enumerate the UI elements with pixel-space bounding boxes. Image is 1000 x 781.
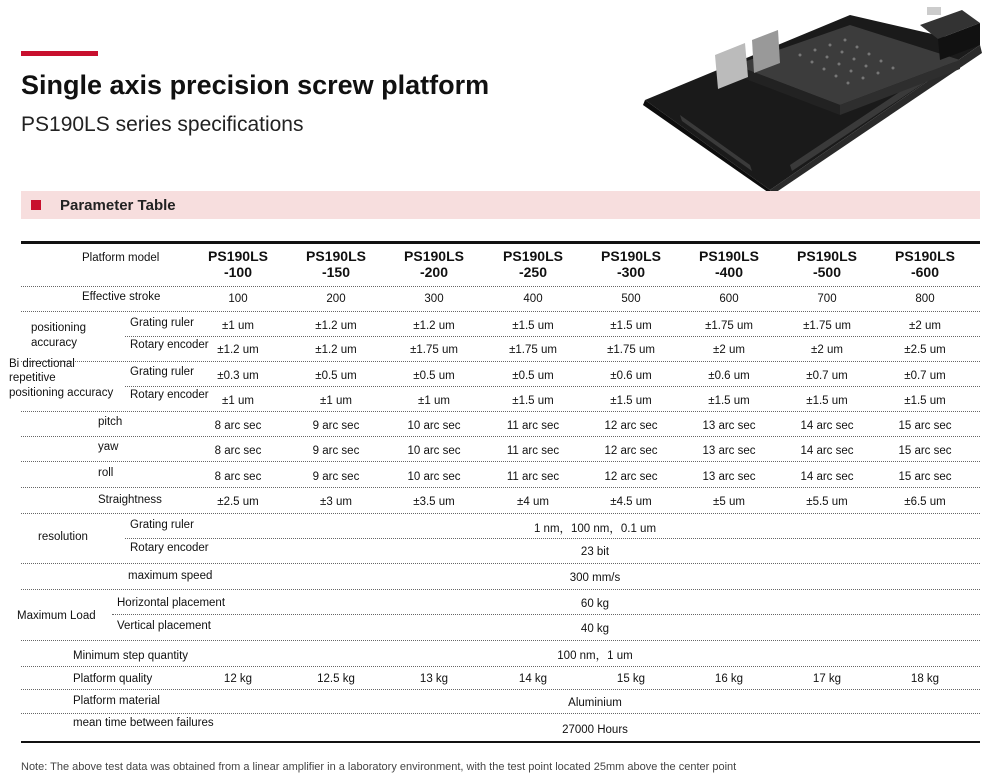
table-cell: 13 kg [419,673,449,685]
table-cell: 400 [523,293,543,305]
row-divider [21,461,980,462]
table-cell: 15 kg [616,673,646,685]
table-cell: ±2 um [909,320,941,332]
table-cell: 8 arc sec [214,471,262,483]
model-header: PS190LS -100 [208,248,268,280]
row-divider [21,411,980,412]
label-rotary-encoder: Rotary encoder [130,542,209,554]
table-cell: 14 kg [518,673,548,685]
label-straightness: Straightness [98,494,162,506]
row-divider [125,538,980,539]
table-cell: ±3 um [320,496,352,508]
table-cell: 500 [621,293,641,305]
table-cell: 10 arc sec [407,445,461,457]
label-minimum-step: Minimum step quantity [73,650,189,662]
table-cell: 600 [719,293,739,305]
table-cell: 13 arc sec [702,471,756,483]
label-horizontal-placement: Horizontal placement [117,597,226,609]
table-cell: ±1.2 um [315,344,357,356]
table-cell: ±1.5 um [610,395,652,407]
row-divider [21,689,980,690]
value-platform-material: Aluminium [568,697,622,709]
accent-bar [21,51,98,56]
footnote: Note: The above test data was obtained from a linear amplifier in a laboratory environment, with the test point located 25mm above the center point [21,761,737,773]
table-cell: 9 arc sec [312,420,360,432]
value-mtbf: 27000 Hours [562,724,628,736]
row-divider [21,436,980,437]
row-divider [21,666,980,667]
value-load-vertical: 40 kg [580,623,610,635]
table-cell: 15 arc sec [898,445,952,457]
table-cell: 13 arc sec [702,420,756,432]
table-cell: 17 kg [812,673,842,685]
table-cell: 11 arc sec [506,445,560,457]
row-divider [21,487,980,488]
table-cell: ±0.6 um [610,370,652,382]
product-image [640,5,985,195]
label-positioning: positioning [31,322,86,334]
table-cell: 8 arc sec [214,445,262,457]
table-cell: ±4.5 um [610,496,652,508]
table-cell: 12.5 kg [317,673,355,685]
table-cell: 700 [817,293,837,305]
table-cell: 10 arc sec [407,420,461,432]
label-rotary-encoder: Rotary encoder [130,389,209,401]
page-subtitle: PS190LS series specifications [21,113,304,136]
table-cell: 16 kg [714,673,744,685]
row-divider [125,386,980,387]
table-cell: ±0.6 um [708,370,750,382]
model-header: PS190LS -250 [503,248,563,280]
model-header: PS190LS -200 [404,248,464,280]
table-cell: ±1.5 um [512,320,554,332]
table-cell: ±1.2 um [217,344,259,356]
model-header: PS190LS -500 [797,248,857,280]
label-maximum-load: Maximum Load [17,610,96,622]
table-cell: ±0.7 um [904,370,946,382]
label-mtbf: mean time between failures [73,717,214,729]
label-repetitive: repetitive [9,372,56,384]
label-resolution: resolution [38,531,88,543]
table-cell: ±0.3 um [217,370,259,382]
table-cell: 12 arc sec [604,471,658,483]
label-positioning-accuracy: positioning accuracy [9,387,114,399]
row-divider [21,311,980,312]
table-cell: ±0.7 um [806,370,848,382]
table-cell: 10 arc sec [407,471,461,483]
table-cell: 9 arc sec [312,471,360,483]
label-rotary-encoder: Rotary encoder [130,339,209,351]
table-cell: ±1.75 um [803,320,851,332]
table-cell: 13 arc sec [702,445,756,457]
label-bi-directional: Bi directional [9,358,75,370]
row-divider [21,713,980,714]
table-cell: 300 [424,293,444,305]
table-cell: 11 arc sec [506,471,560,483]
label-vertical-placement: Vertical placement [117,620,211,632]
row-divider [21,589,980,590]
model-header: PS190LS -300 [601,248,661,280]
row-divider [21,286,980,287]
table-bottom-rule [21,741,980,743]
table-cell: ±1 um [222,395,254,407]
label-grating-ruler: Grating ruler [130,317,194,329]
table-cell: ±2.5 um [217,496,259,508]
label-platform-quality: Platform quality [73,673,153,685]
table-cell: 14 arc sec [800,445,854,457]
row-divider [21,361,980,362]
row-divider [21,513,980,514]
table-cell: ±2 um [811,344,843,356]
page-title: Single axis precision screw platform [21,70,490,100]
table-cell: ±2 um [713,344,745,356]
model-header: PS190LS -600 [895,248,955,280]
table-cell: ±1.75 um [410,344,458,356]
section-title: Parameter Table [60,197,176,214]
table-top-rule [21,241,980,244]
table-cell: ±0.5 um [512,370,554,382]
table-cell: ±0.5 um [413,370,455,382]
table-cell: ±1.2 um [413,320,455,332]
table-cell: ±5 um [713,496,745,508]
table-cell: ±5.5 um [806,496,848,508]
table-cell: ±1.75 um [607,344,655,356]
table-cell: ±1.2 um [315,320,357,332]
label-maximum-speed: maximum speed [128,570,213,582]
table-cell: ±4 um [517,496,549,508]
table-cell: 9 arc sec [312,445,360,457]
label-grating-ruler: Grating ruler [130,519,194,531]
model-header: PS190LS -150 [306,248,366,280]
value-resolution-grating: 1 nm，100 nm，0.1 um [533,523,657,535]
table-cell: 100 [228,293,248,305]
value-resolution-rotary: 23 bit [580,546,610,558]
table-cell: ±1.5 um [610,320,652,332]
table-cell: ±1.5 um [806,395,848,407]
table-cell: ±1 um [320,395,352,407]
table-cell: 18 kg [910,673,940,685]
table-cell: 12 kg [223,673,253,685]
label-effective-stroke: Effective stroke [82,291,161,303]
section-header [21,191,980,219]
row-divider [21,563,980,564]
row-divider [112,614,980,615]
table-cell: ±1 um [222,320,254,332]
table-cell: ±6.5 um [904,496,946,508]
label-roll: roll [98,467,114,479]
table-cell: ±1.5 um [904,395,946,407]
table-cell: ±1 um [418,395,450,407]
label-platform-model: Platform model [82,252,160,264]
table-cell: 800 [915,293,935,305]
label-platform-material: Platform material [73,695,160,707]
table-cell: 8 arc sec [214,420,262,432]
row-divider [125,336,980,337]
table-cell: 14 arc sec [800,471,854,483]
value-minimum-step: 100 nm，1 um [557,650,633,662]
table-cell: 15 arc sec [898,471,952,483]
value-load-horizontal: 60 kg [580,598,610,610]
label-accuracy: accuracy [31,337,78,349]
row-divider [21,640,980,641]
label-yaw: yaw [98,441,119,453]
table-cell: ±1.5 um [512,395,554,407]
section-marker-icon [31,200,41,210]
table-cell: 14 arc sec [800,420,854,432]
model-header: PS190LS -400 [699,248,759,280]
value-maximum-speed: 300 mm/s [569,572,621,584]
table-cell: 11 arc sec [506,420,560,432]
label-grating-ruler: Grating ruler [130,366,194,378]
table-cell: 15 arc sec [898,420,952,432]
table-cell: ±1.75 um [705,320,753,332]
table-cell: ±1.5 um [708,395,750,407]
table-cell: ±0.5 um [315,370,357,382]
table-cell: 12 arc sec [604,420,658,432]
table-cell: ±2.5 um [904,344,946,356]
table-cell: ±1.75 um [509,344,557,356]
table-cell: 200 [326,293,346,305]
label-pitch: pitch [98,416,123,428]
table-cell: ±3.5 um [413,496,455,508]
table-cell: 12 arc sec [604,445,658,457]
